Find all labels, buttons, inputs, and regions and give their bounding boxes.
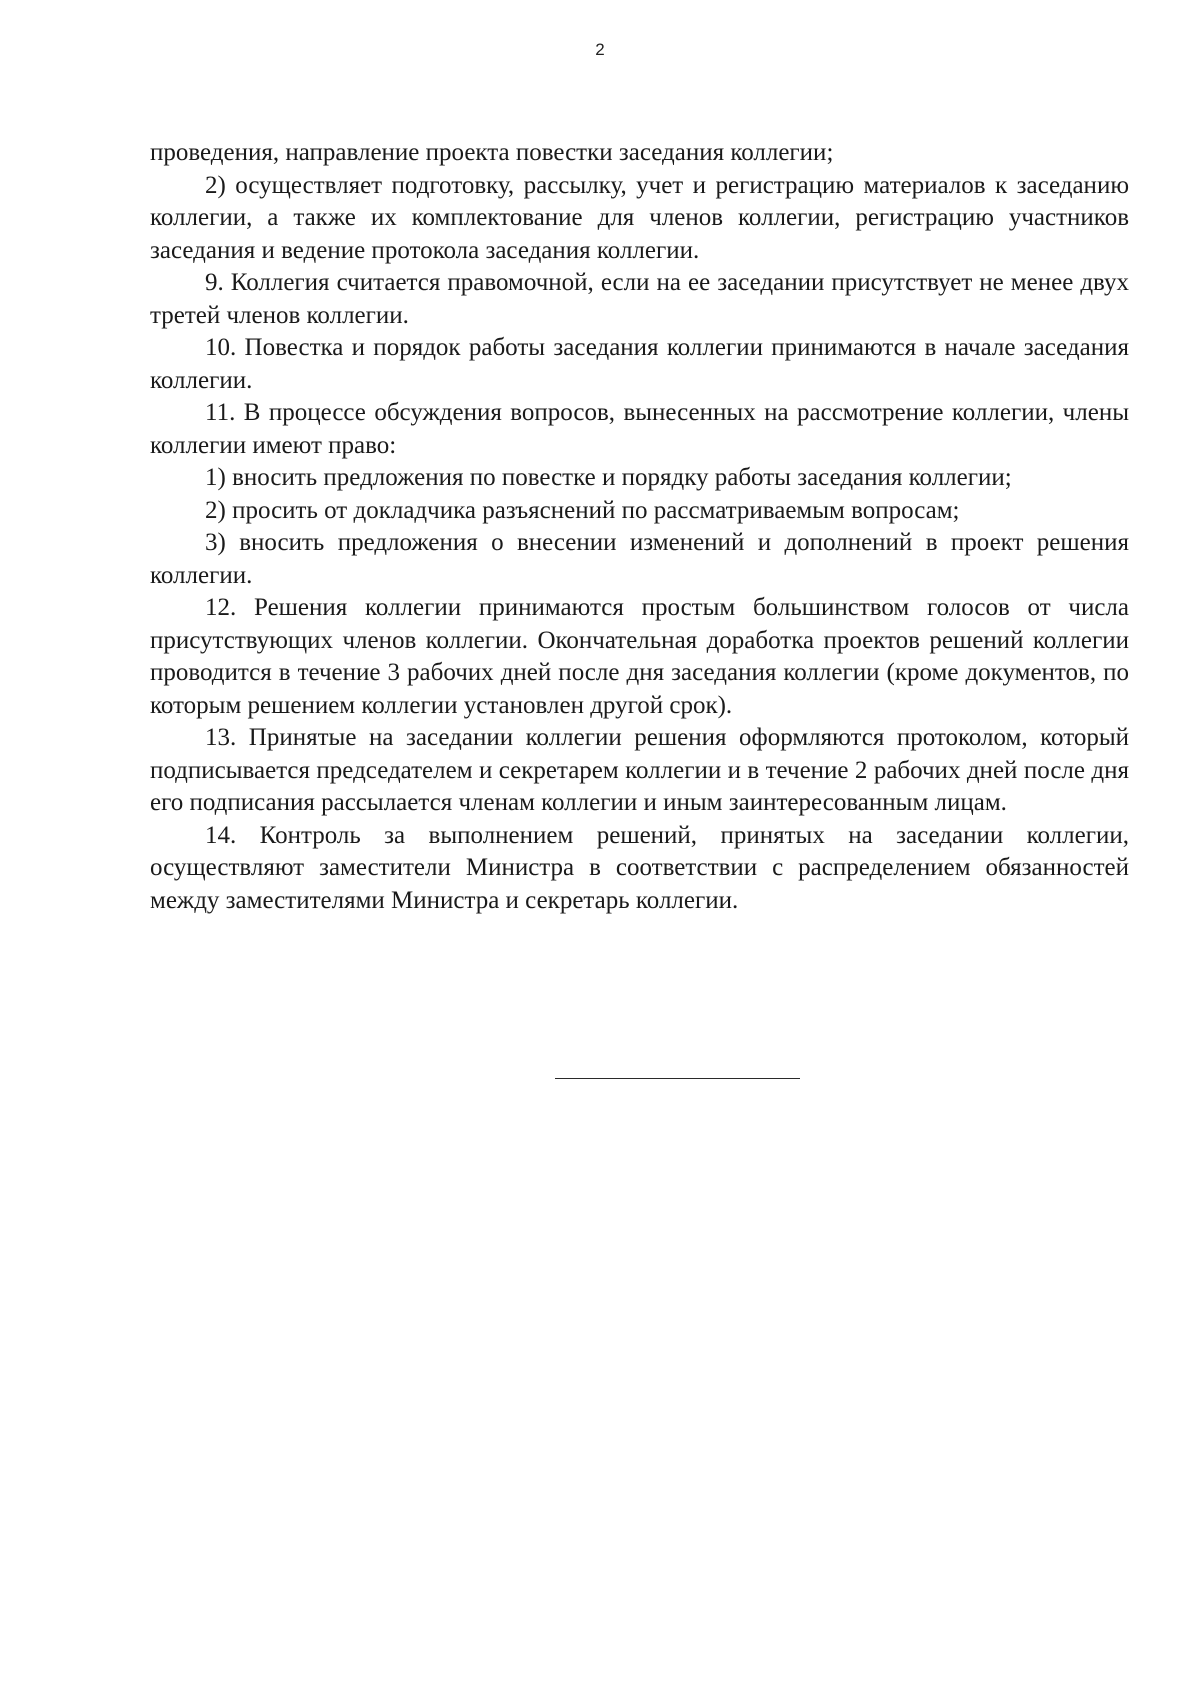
paragraph-12: 12. Решения коллегии принимаются простым большинством голосов от числа присутствующих членов коллегии. Окончательная доработка проектов решений коллегии проводится в течение 3 рабочих дней после дня заседания коллегии (кроме документов, по которым решением коллегии установлен другой срок).	[150, 594, 1129, 719]
paragraph-13: 13. Принятые на заседании коллегии решения оформляются протоколом, который подписывается председателем и секретарем коллегии и в течение 2 рабочих дней после дня его подписания рассылается членам коллегии и иным заинтересованным лицам.	[150, 724, 1129, 816]
paragraph-10: 10. Повестка и порядок работы заседания коллегии принимаются в начале заседания коллегии.	[150, 334, 1129, 394]
paragraph-11-item-1: 1) вносить предложения по повестке и порядку работы заседания коллегии;	[205, 464, 1012, 491]
paragraph-11-item-3: 3) вносить предложения о внесении изменений и дополнений в проект решения коллегии.	[150, 529, 1129, 589]
paragraph-9: 9. Коллегия считается правомочной, если на ее заседании присутствует не менее двух третей членов коллегии.	[150, 269, 1129, 329]
page-number: 2	[595, 40, 605, 59]
document-body	[150, 137, 1129, 917]
paragraph-continuation: проведения, направление проекта повестки заседания коллегии;	[150, 139, 834, 166]
paragraph-item-2: 2) осуществляет подготовку, рассылку, учет и регистрацию материалов к заседанию коллегии, а также их комплектование для членов коллегии, регистрацию участников заседания и ведение протокола заседания коллегии.	[150, 171, 1129, 264]
end-of-document-rule	[555, 1078, 800, 1079]
paragraph-11: 11. В процессе обсуждения вопросов, вынесенных на рассмотрение коллегии, члены коллегии имеют право:	[150, 399, 1129, 459]
paragraph-14: 14. Контроль за выполнением решений, принятых на заседании коллегии, осуществляют заместители Министра в соответствии с распределением обязанностей между заместителями Министра и секретарь коллегии.	[150, 821, 1129, 914]
paragraph-11-item-2: 2) просить от докладчика разъяснений по рассматриваемым вопросам;	[205, 496, 960, 524]
